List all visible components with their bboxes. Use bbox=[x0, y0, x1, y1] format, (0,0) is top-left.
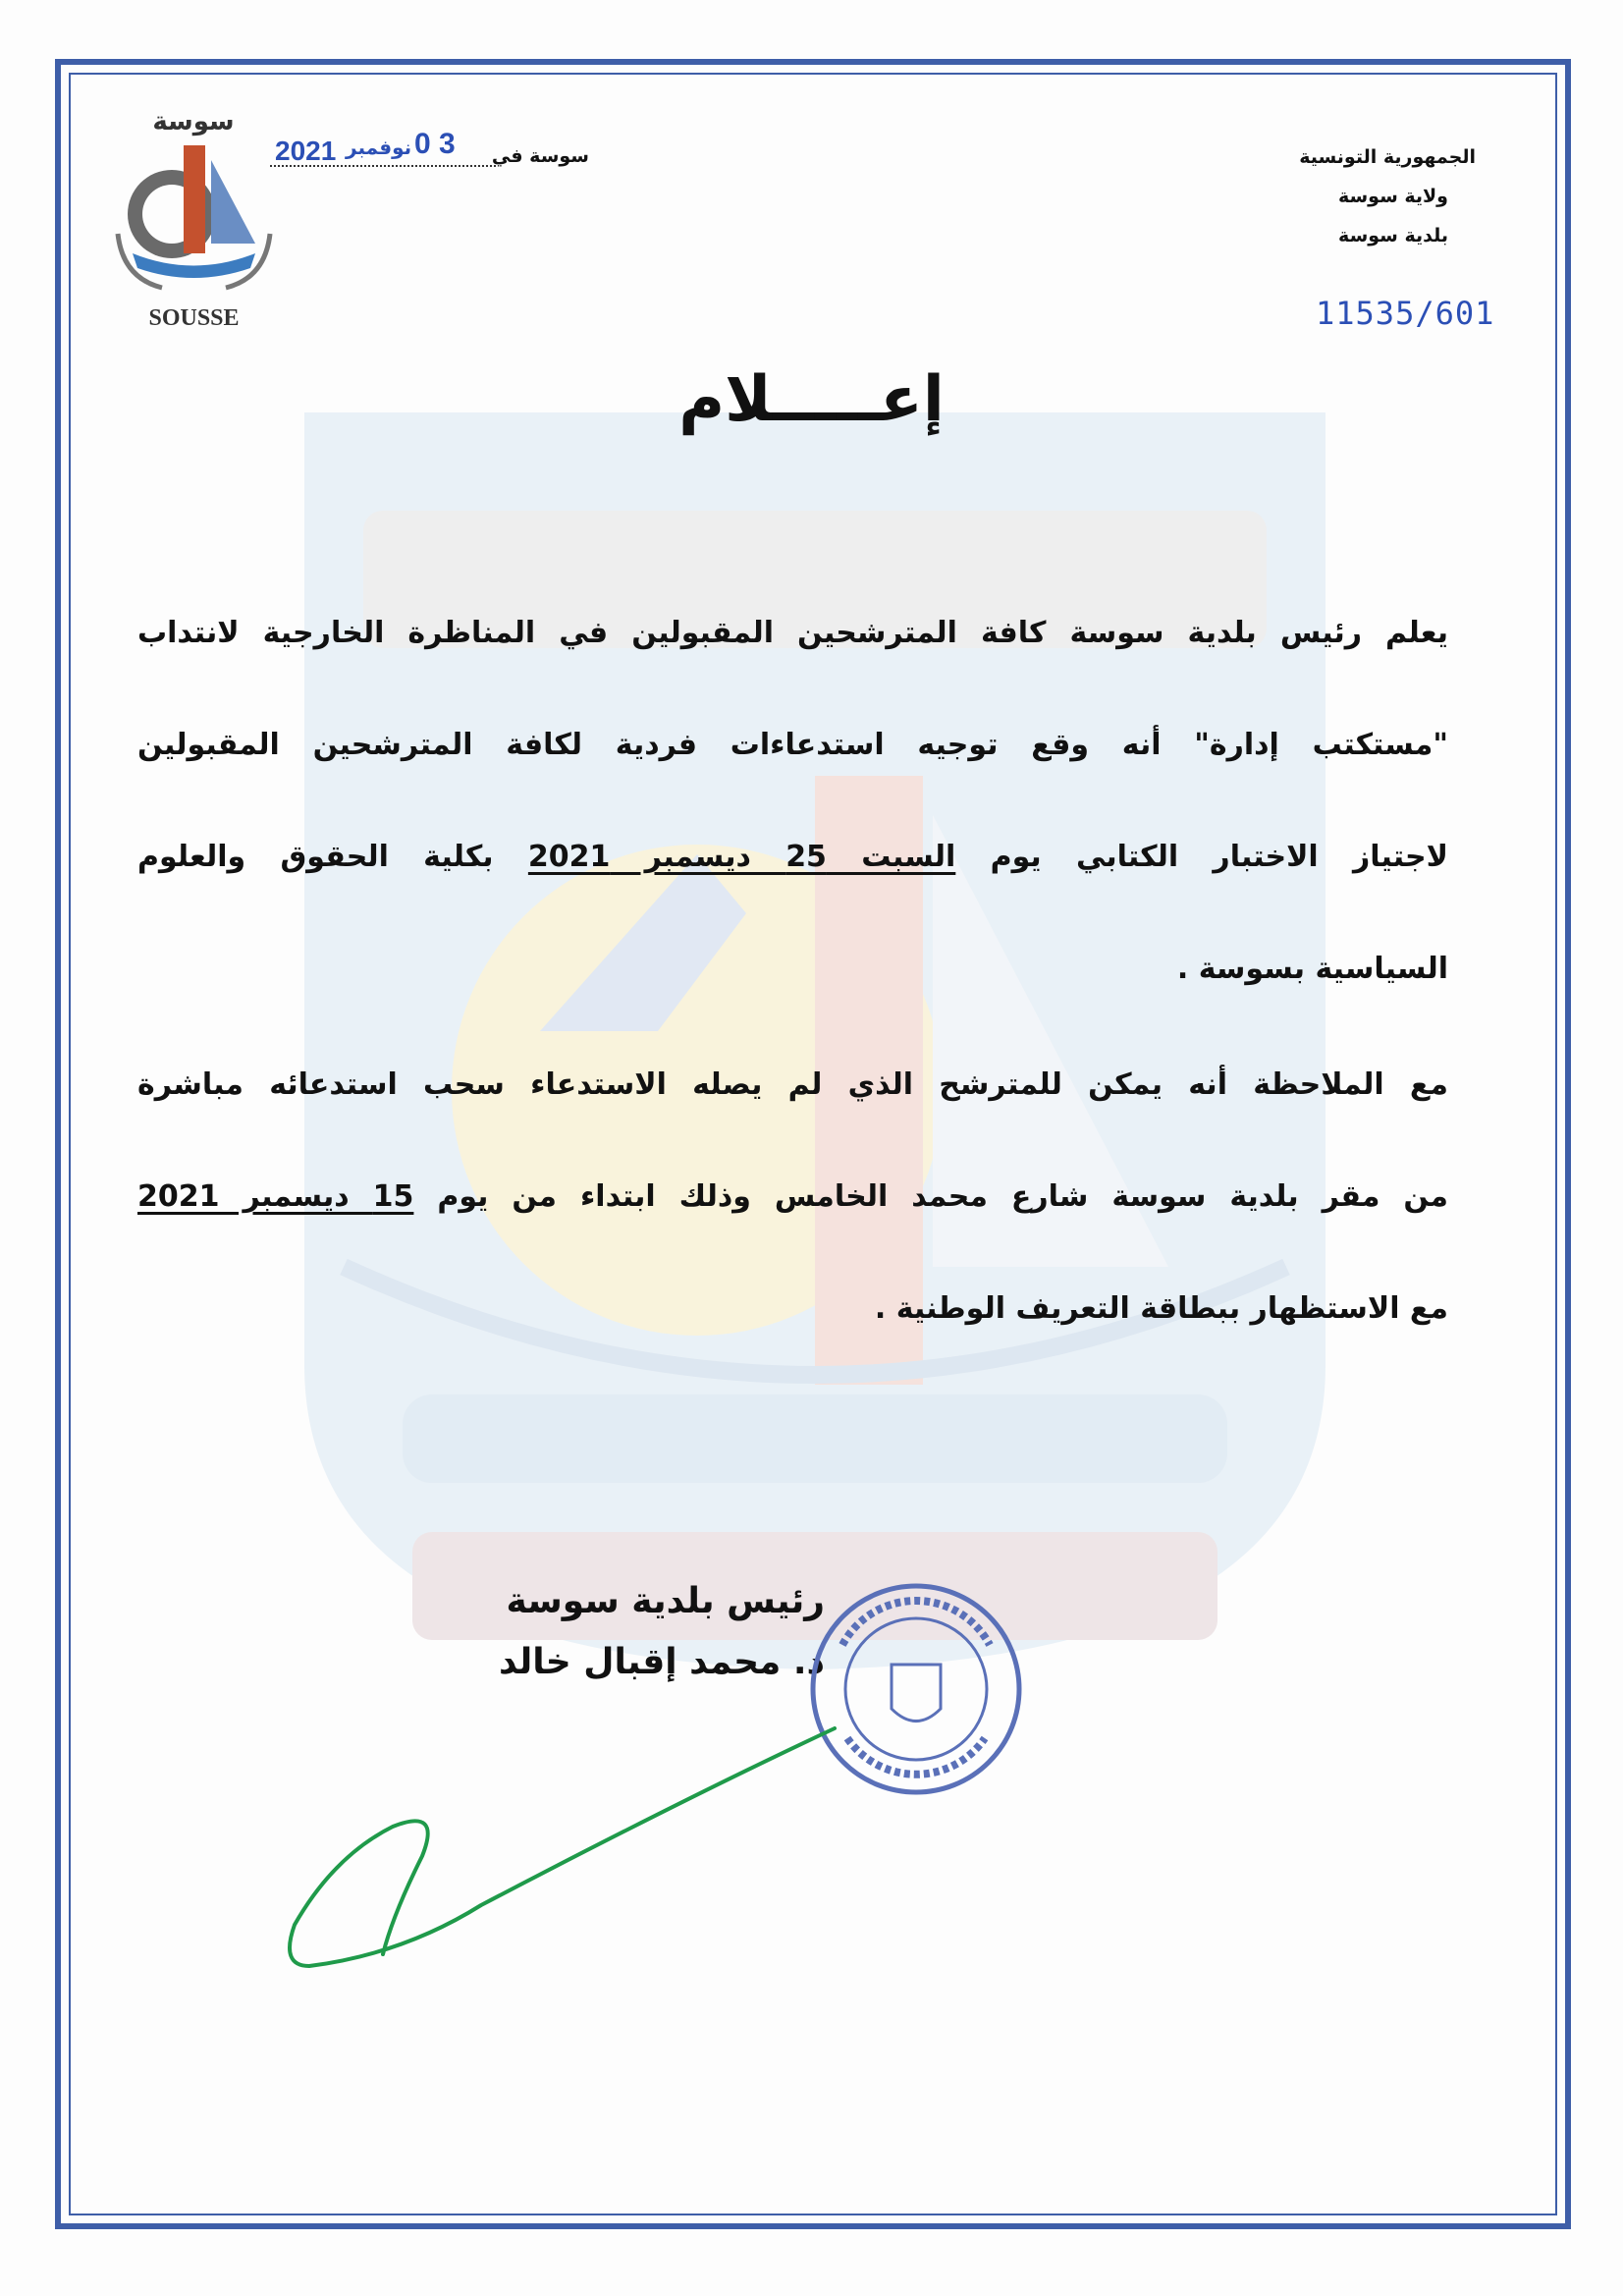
date-month: نوفمبر bbox=[346, 136, 412, 159]
paragraph-2-line-3: مع الاستظهار ببطاقة التعريف الوطنية . bbox=[874, 1291, 1448, 1326]
exam-date: السبت 25 ديسمبر 2021 bbox=[527, 840, 956, 874]
exam-intro: لاجتياز الاختبار الكتابي يوم bbox=[990, 840, 1448, 874]
date-line bbox=[265, 128, 589, 167]
paragraph-1-line-4: السياسية بسوسة . bbox=[1176, 952, 1448, 986]
date-year: 2021 bbox=[275, 136, 337, 166]
paragraph-2-line-1: مع الملاحظة أنه يمكن للمترشح الذي لم يصله الاستدعاء سحب استدعائه مباشرة bbox=[137, 1067, 1448, 1102]
municipality-logo bbox=[103, 106, 285, 332]
header-republic: الجمهورية التونسية bbox=[1299, 146, 1476, 168]
pickup-date: 15 ديسمبر 2021 bbox=[137, 1179, 414, 1214]
paragraph-2-line-2 bbox=[137, 1177, 1448, 1217]
document-title: إعـــــلام bbox=[678, 363, 945, 436]
signatory-position: رئيس بلدية سوسة bbox=[506, 1581, 825, 1621]
paragraph-1-line-1: يعلم رئيس بلدية سوسة كافة المترشحين المقبولين في المناظرة الخارجية لانتداب bbox=[137, 616, 1448, 650]
reference-number: 11535/601 bbox=[1316, 295, 1495, 332]
logo-emblem-icon bbox=[103, 106, 285, 302]
letterhead bbox=[1122, 137, 1476, 255]
header-governorate: ولاية سوسة bbox=[1337, 186, 1448, 207]
svg-text:سوسة: سوسة bbox=[152, 107, 235, 137]
date-prefix: سوسة في bbox=[491, 145, 589, 167]
header-municipality: بلدية سوسة bbox=[1338, 225, 1448, 246]
paragraph-1-line-2: "مستكتب إدارة" أنه وقع توجيه استدعاءات فردية لكافة المترشحين المقبولين bbox=[137, 728, 1448, 762]
exam-location: بكلية الحقوق والعلوم bbox=[137, 840, 494, 874]
signatory-name: د. محمد إقبال خالد bbox=[498, 1642, 825, 1682]
paragraph-2 bbox=[137, 1066, 1448, 1340]
paragraph-1 bbox=[137, 614, 1448, 987]
paragraph-1-line-3 bbox=[137, 838, 1448, 877]
signature-block bbox=[412, 1571, 825, 1693]
pickup-location: من مقر بلدية سوسة شارع محمد الخامس وذلك ابتداء من يوم bbox=[437, 1179, 1448, 1214]
logo-caption: SOUSSE bbox=[148, 305, 240, 331]
date-day: 3 0 bbox=[414, 128, 456, 160]
watermark-emblem bbox=[285, 403, 1345, 1679]
handwritten-signature bbox=[275, 1709, 962, 1984]
